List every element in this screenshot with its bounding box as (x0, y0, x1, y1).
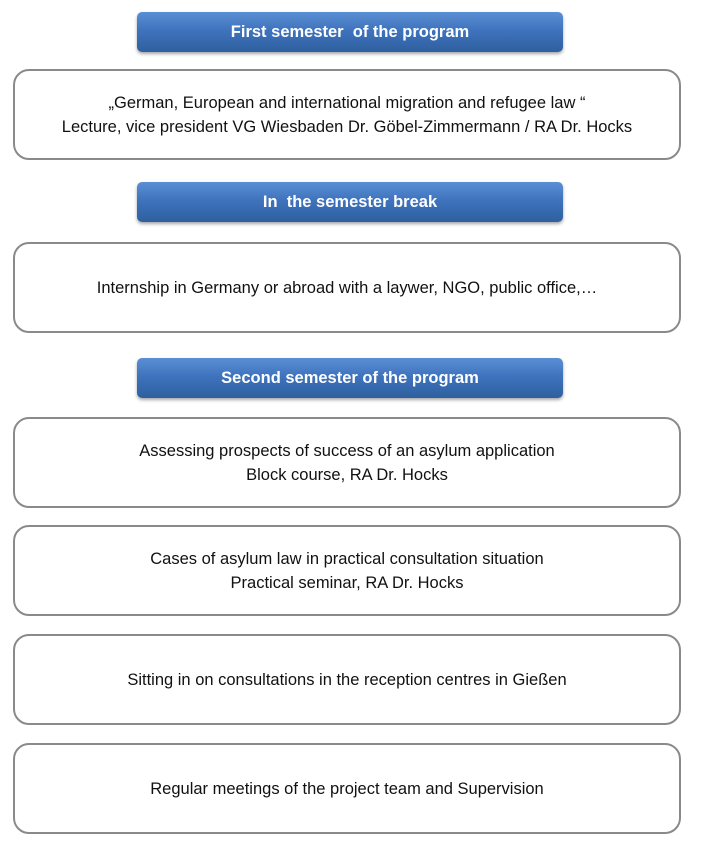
box-project-meetings (13, 743, 681, 834)
box-consultations (13, 634, 681, 725)
box-line-title: Internship in Germany or abroad with a laywer, NGO, public office,… (96, 278, 598, 297)
box-line-detail: Block course, RA Dr. Hocks (246, 465, 448, 484)
header-semester-break: In the semester break (137, 182, 563, 222)
box-internship (13, 242, 681, 333)
box-migration-law-lecture (13, 69, 681, 160)
box-line-title: Assessing prospects of success of an asylum application (139, 441, 555, 460)
box-line-detail: Lecture, vice president VG Wiesbaden Dr. Göbel-Zimmermann / RA Dr. Hocks (61, 117, 633, 136)
box-line-title: Regular meetings of the project team and Supervision (150, 779, 544, 798)
box-line-detail: Practical seminar, RA Dr. Hocks (230, 573, 464, 592)
box-line-title: Sitting in on consultations in the reception centres in Gießen (127, 670, 567, 689)
box-line-title: „German, European and international migration and refugee law “ (108, 93, 586, 112)
box-asylum-cases (13, 525, 681, 616)
header-second-semester: Second semester of the program (137, 358, 563, 398)
header-first-semester: First semester of the program (137, 12, 563, 52)
box-line-title: Cases of asylum law in practical consultation situation (150, 549, 544, 568)
box-asylum-assessment (13, 417, 681, 508)
